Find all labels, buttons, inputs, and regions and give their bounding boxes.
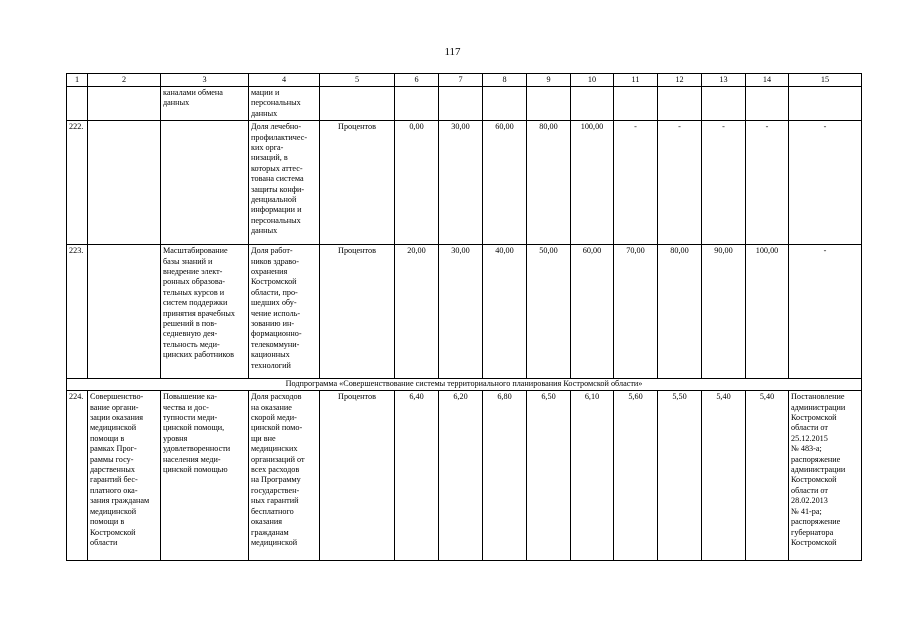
value-cell	[395, 87, 439, 121]
value-cell: 40,00	[483, 245, 527, 379]
value-cell: -	[702, 121, 746, 245]
table-row	[67, 245, 862, 379]
indicator-cell: Доля расходов на оказание скорой меди- цинской помо- щи вне медицинских организаций от всех расходов на Программу государствен- ных гарантий бесплатного оказания гражданам медицинской	[249, 391, 320, 561]
page-number: 117	[444, 46, 461, 58]
event-cell	[88, 121, 161, 245]
value-cell	[702, 87, 746, 121]
unit-cell: Процентов	[320, 245, 395, 379]
basis-cell	[789, 87, 862, 121]
header-cell: 1	[67, 74, 88, 87]
header-cell: 7	[439, 74, 483, 87]
header-cell: 4	[249, 74, 320, 87]
measure-cell	[161, 121, 249, 245]
value-cell: 20,00	[395, 245, 439, 379]
value-cell: 70,00	[614, 245, 658, 379]
value-cell: 6,10	[571, 391, 614, 561]
basis-cell: Постановление администрации Костромской области от 25.12.2015 № 483-а; распоряжение администрации Костромской области от 28.02.2013 № 41-ра; распоряжение губернатора Костромской	[789, 391, 862, 561]
value-cell: 5,40	[702, 391, 746, 561]
value-cell	[571, 87, 614, 121]
value-cell: 5,60	[614, 391, 658, 561]
header-cell: 9	[527, 74, 571, 87]
value-cell: 60,00	[571, 245, 614, 379]
unit-cell: Процентов	[320, 391, 395, 561]
table-header-row	[67, 74, 862, 87]
subprogram-row	[67, 379, 862, 391]
value-cell: 100,00	[746, 245, 789, 379]
value-cell: 80,00	[527, 121, 571, 245]
value-cell: 6,20	[439, 391, 483, 561]
event-cell: Совершенство- вание органи- зации оказания медицинской помощи в рамках Прог- раммы госу- дарственных гарантий бес- платного ока- зания гражданам медицинской помощи в Костромской области	[88, 391, 161, 561]
header-cell: 12	[658, 74, 702, 87]
unit-cell: Процентов	[320, 121, 395, 245]
row-number-cell: 223.	[67, 245, 88, 379]
header-cell: 6	[395, 74, 439, 87]
value-cell: 30,00	[439, 245, 483, 379]
indicator-cell: Доля лечебно- профилактичес- ких орга- низаций, в которых аттес- тована система защиты конфи- денциальной информации и персональных данных	[249, 121, 320, 245]
value-cell	[614, 87, 658, 121]
subprogram-title: Подпрограмма «Совершенствование системы территориального планирования Костромской области»	[67, 379, 862, 391]
table-row	[67, 87, 862, 121]
value-cell: 60,00	[483, 121, 527, 245]
table-row	[67, 121, 862, 245]
value-cell	[483, 87, 527, 121]
basis-cell: -	[789, 245, 862, 379]
event-cell	[88, 245, 161, 379]
value-cell: 0,00	[395, 121, 439, 245]
value-cell: 90,00	[702, 245, 746, 379]
value-cell: -	[614, 121, 658, 245]
measure-cell: Масштабирование базы знаний и внедрение элект- ронных образова- тельных курсов и систем поддержки принятия врачебных решений в пов- седневную дея- тельность меди- цинских работников	[161, 245, 249, 379]
indicator-cell: мации и персональных данных	[249, 87, 320, 121]
value-cell: -	[746, 121, 789, 245]
indicators-table	[66, 73, 862, 561]
measure-cell: Повышение ка- чества и дос- тупности меди- цинской помощи, уровня удовлетворенности населения меди- цинской помощью	[161, 391, 249, 561]
value-cell: 6,50	[527, 391, 571, 561]
value-cell: 100,00	[571, 121, 614, 245]
value-cell: -	[658, 121, 702, 245]
row-number-cell: 224.	[67, 391, 88, 561]
value-cell: 5,50	[658, 391, 702, 561]
event-cell	[88, 87, 161, 121]
header-cell: 13	[702, 74, 746, 87]
table-row	[67, 391, 862, 561]
value-cell: 80,00	[658, 245, 702, 379]
value-cell: 50,00	[527, 245, 571, 379]
basis-cell: -	[789, 121, 862, 245]
value-cell	[746, 87, 789, 121]
header-cell: 3	[161, 74, 249, 87]
header-cell: 8	[483, 74, 527, 87]
indicator-cell: Доля работ- ников здраво- охранения Костромской области, про- шедших обу- чение исполь- зованию ин- формационно- телекоммуни- кационных технологий	[249, 245, 320, 379]
value-cell: 30,00	[439, 121, 483, 245]
value-cell: 5,40	[746, 391, 789, 561]
value-cell	[439, 87, 483, 121]
value-cell: 6,40	[395, 391, 439, 561]
measure-cell: каналами обмена данных	[161, 87, 249, 121]
header-cell: 14	[746, 74, 789, 87]
value-cell	[527, 87, 571, 121]
value-cell	[658, 87, 702, 121]
value-cell: 6,80	[483, 391, 527, 561]
row-number-cell	[67, 87, 88, 121]
header-cell: 10	[571, 74, 614, 87]
row-number-cell: 222.	[67, 121, 88, 245]
unit-cell	[320, 87, 395, 121]
header-cell: 2	[88, 74, 161, 87]
header-cell: 5	[320, 74, 395, 87]
header-cell: 15	[789, 74, 862, 87]
header-cell: 11	[614, 74, 658, 87]
